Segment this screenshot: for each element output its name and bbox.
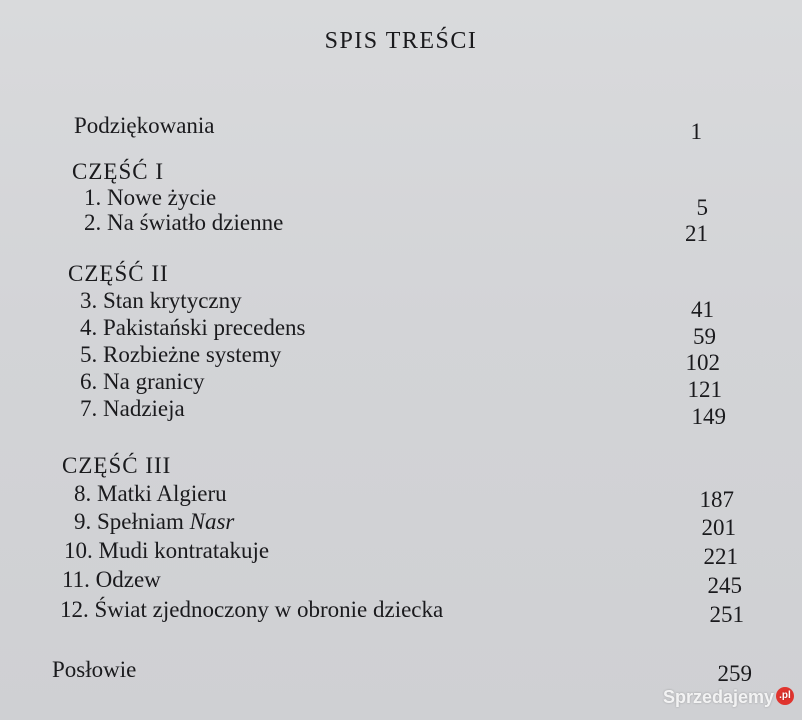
item-label: Stan krytyczny xyxy=(103,288,242,313)
item-number: 8. xyxy=(74,481,92,506)
toc-item-8 xyxy=(74,482,227,505)
item-label: Pakistański precedens xyxy=(103,315,306,340)
item-number: 2. xyxy=(84,210,102,235)
item-page: 41 xyxy=(691,297,714,322)
item-page: 102 xyxy=(685,350,720,375)
item-page: 251 xyxy=(709,602,744,627)
item-page: 245 xyxy=(707,573,742,598)
item-label: Nadzieja xyxy=(103,396,185,421)
item-label: Mudi kontratakuje xyxy=(98,538,270,563)
watermark-badge: .pl xyxy=(776,687,794,705)
page-title: SPIS TREŚCI xyxy=(324,28,478,54)
toc-front-label: Podziękowania xyxy=(74,113,215,138)
item-number: 10. xyxy=(64,538,93,563)
toc-back-page: 259 xyxy=(717,661,752,686)
toc-item-3 xyxy=(80,289,242,312)
item-number: 1. xyxy=(84,185,102,210)
part-2-heading: CZĘŚĆ II xyxy=(68,261,169,286)
part-3-heading: CZĘŚĆ III xyxy=(62,453,172,478)
item-label: Odzew xyxy=(95,567,161,592)
item-label-italic: Nasr xyxy=(189,509,235,534)
item-label: Świat zjednoczony w obronie dziecka xyxy=(94,597,444,622)
item-page: 221 xyxy=(703,544,738,569)
item-page: 5 xyxy=(696,195,708,220)
toc-front-page: 1 xyxy=(690,119,702,144)
toc-item-9 xyxy=(74,510,234,533)
watermark-logo xyxy=(663,687,794,708)
watermark-text: Sprzedajemy xyxy=(662,687,774,707)
item-page: 201 xyxy=(701,515,736,540)
item-label: Nowe życie xyxy=(107,185,217,210)
item-page: 59 xyxy=(693,324,716,349)
toc-item-1 xyxy=(84,186,216,209)
item-label: Spełniam xyxy=(97,509,184,534)
toc-item-2 xyxy=(84,211,283,234)
toc-item-6 xyxy=(80,370,205,393)
item-label: Rozbieżne systemy xyxy=(103,342,282,367)
toc-item-12 xyxy=(60,598,443,621)
item-number: 4. xyxy=(80,315,98,340)
item-label: Matki Algieru xyxy=(97,481,227,506)
item-number: 11. xyxy=(62,567,90,592)
item-number: 5. xyxy=(80,342,98,367)
toc-item-11 xyxy=(62,568,161,591)
item-number: 6. xyxy=(80,369,98,394)
item-page: 121 xyxy=(687,377,722,402)
item-page: 149 xyxy=(691,404,726,429)
item-number: 9. xyxy=(74,509,92,534)
toc-item-4 xyxy=(80,316,305,339)
item-page: 21 xyxy=(685,221,708,246)
item-label: Na granicy xyxy=(103,369,205,394)
item-page: 187 xyxy=(699,487,734,512)
toc-back-label: Posłowie xyxy=(52,657,137,682)
item-number: 7. xyxy=(80,396,98,421)
part-1-heading: CZĘŚĆ I xyxy=(72,159,164,184)
toc-item-5 xyxy=(80,343,281,366)
item-number: 12. xyxy=(60,597,89,622)
toc-item-10 xyxy=(64,539,269,562)
item-label: Na światło dzienne xyxy=(107,210,284,235)
toc-item-7 xyxy=(80,397,185,420)
item-number: 3. xyxy=(80,288,98,313)
